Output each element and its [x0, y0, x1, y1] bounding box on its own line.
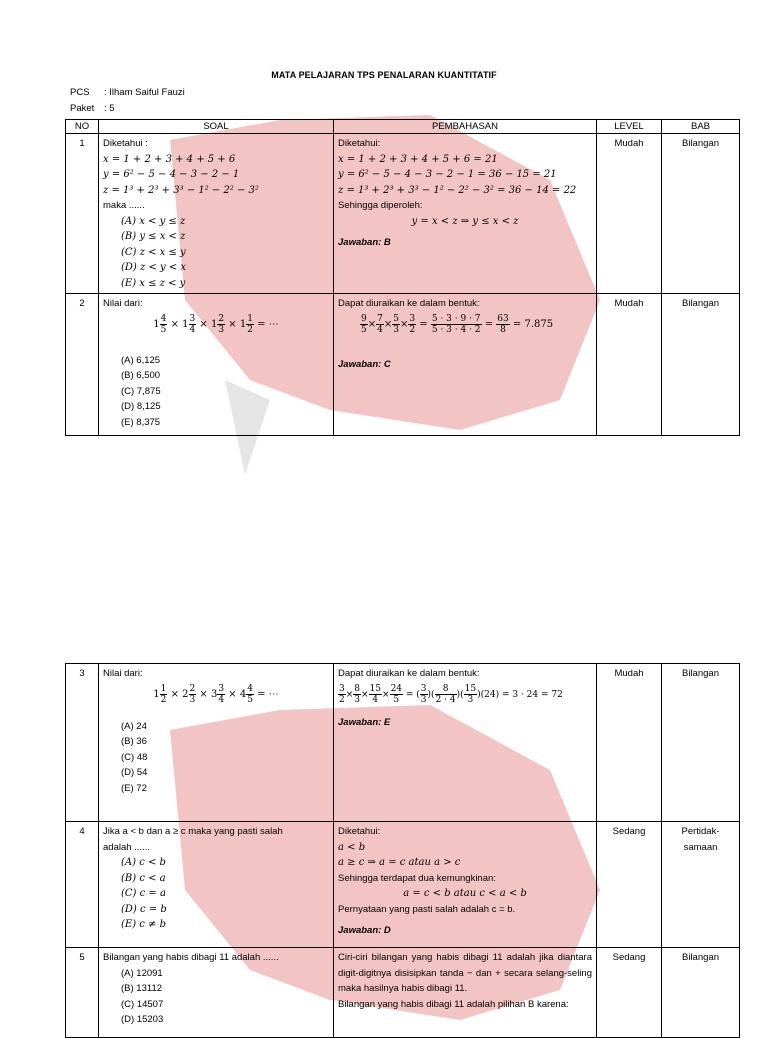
pem-result: = 7.875 — [512, 318, 554, 330]
col-no-header: NO — [66, 120, 99, 134]
option-a: (A) x < y ≤ z — [121, 215, 186, 227]
table-row — [66, 948, 740, 1038]
option-d: (D) z < y < x — [121, 262, 187, 273]
bab-cell: Bilangan — [662, 134, 740, 294]
row-number: 2 — [66, 294, 99, 436]
bab-cell: Bilangan — [662, 948, 740, 1038]
question-table-1 — [65, 119, 740, 436]
row-number: 3 — [66, 664, 99, 822]
pem-hence: Sehingga diperoleh: — [338, 200, 423, 211]
pembahasan-cell — [334, 948, 597, 1038]
soal-stem-a: Jika a < b dan a ≥ c maka yang pasti salah — [103, 826, 283, 837]
soal-maka: maka ...... — [103, 200, 145, 211]
option-a: (A) 6,125 — [121, 354, 161, 366]
pem-line-5: Pernyataan yang pasti salah adalah c = b. — [338, 903, 516, 915]
soal-y-def: y = 6² − 5 − 4 − 3 − 2 − 1 — [103, 169, 240, 180]
option-b: (B) 6,500 — [121, 370, 161, 381]
soal-intro: Nilai dari: — [103, 298, 143, 309]
option-b: (B) c < a — [121, 872, 166, 884]
soal-intro: Nilai dari: — [103, 668, 143, 679]
option-d: (D) 8,125 — [121, 401, 161, 412]
answer-label: Jawaban: E — [338, 716, 391, 728]
question-table-2 — [65, 663, 740, 1038]
pem-y: y = 6² − 5 − 4 − 3 − 2 − 1 = 36 − 15 = 21 — [338, 169, 557, 180]
pembahasan-cell — [334, 664, 597, 822]
answer-label: Jawaban: D — [338, 925, 391, 936]
option-c: (C) 48 — [121, 751, 148, 763]
col-soal-header: SOAL — [99, 120, 334, 134]
pem-z: z = 1³ + 2³ + 3³ − 1² − 2² − 3² = 36 − 14 = 22 — [338, 184, 577, 196]
pem-expression: $\frac{9}{5}$ × $\frac{7}{4}$ × $\frac{5}{3}$ × $\frac{3}{2}$ = $\frac{5 \cdot 3 \cdot 9 \cdot 7}{5 \cdot 3 \cdot 4 \cdot 2}$ = $\frac{63}{8}$ = 7.875 — [361, 313, 554, 335]
bab-cell: Pertidak-samaan — [662, 822, 740, 948]
table-row — [66, 822, 740, 948]
answer-label: Jawaban: C — [338, 358, 391, 370]
pem-line-4: a = c < b atau c < a < b — [403, 888, 527, 899]
paket-line — [70, 103, 115, 114]
pembahasan-cell — [334, 294, 597, 436]
paket-label: Paket — [70, 103, 95, 114]
pem-x: x = 1 + 2 + 3 + 4 + 5 + 6 = 21 — [338, 153, 498, 165]
option-a: (A) 12091 — [121, 967, 163, 979]
level-cell: Sedang — [597, 822, 662, 948]
option-b: (B) 13112 — [121, 983, 163, 994]
pem-line-2: a ≥ c ⇒ a = c atau a > c — [338, 857, 461, 868]
pembahasan-cell — [334, 134, 597, 294]
table-row — [66, 664, 740, 822]
option-d: (D) 54 — [121, 767, 148, 778]
level-cell: Mudah — [597, 134, 662, 294]
soal-stem: Bilangan yang habis dibagi 11 adalah ...... — [103, 952, 279, 963]
level-cell: Mudah — [597, 664, 662, 822]
soal-x-def: x = 1 + 2 + 3 + 4 + 5 + 6 — [103, 153, 236, 165]
option-e: (E) x ≤ z < y — [121, 277, 186, 289]
soal-cell — [99, 294, 334, 436]
option-c: (C) z < x ≤ y — [121, 246, 186, 258]
level-cell: Sedang — [597, 948, 662, 1038]
answer-label: Jawaban: B — [338, 237, 391, 248]
option-e: (E) 72 — [121, 782, 147, 794]
expr-tail: = ⋯ — [257, 318, 279, 330]
soal-cell — [99, 134, 334, 294]
pem-expression: $\frac{3}{2}$ × $\frac{8}{3}$ × $\frac{15}{4}$ × $\frac{24}{5}$ = ( $\frac{3}{3}$ )( $\frac{8}{2 \cdot 4}$ )( $\frac{15}{3}$ )(24) = 3 · 24 = 72 — [339, 683, 563, 705]
row-number: 5 — [66, 948, 99, 1038]
option-c: (C) 7,875 — [121, 385, 161, 397]
pem-intro: Dapat diuraikan ke dalam bentuk: — [338, 298, 480, 309]
option-a: (A) 24 — [121, 720, 147, 732]
soal-cell — [99, 664, 334, 822]
option-c: (C) 14507 — [121, 998, 164, 1010]
pem-intro: Diketahui: — [338, 138, 381, 149]
bab-cell: Bilangan — [662, 664, 740, 822]
soal-intro: Diketahui : — [103, 138, 148, 149]
pcs-label: PCS — [70, 87, 90, 98]
expr-tail: = ⋯ — [257, 688, 279, 700]
table-row — [66, 294, 740, 436]
pem-line-1: a < b — [338, 841, 366, 853]
soal-stem-b: adalah ...... — [103, 841, 151, 853]
option-b: (B) 36 — [121, 736, 147, 747]
pem-intro: Dapat diuraikan ke dalam bentuk: — [338, 668, 480, 679]
pem-line-1: Ciri-ciri bilangan yang habis dibagi 11 adalah jika diantara digit-digitnya disisipkan tanda − dan + secara selang-seling maka hasilnya habis dibagi 11. — [338, 952, 592, 994]
option-e: (E) c ≠ b — [121, 919, 167, 930]
pcs-line — [70, 87, 185, 98]
row-number: 4 — [66, 822, 99, 948]
pembahasan-cell — [334, 822, 597, 948]
table-header-row — [66, 120, 740, 134]
col-level-header: LEVEL — [597, 120, 662, 134]
soal-expression: 1 $\frac{4}{5}$ × 1 $\frac{3}{4}$ × 1 $\frac{2}{3}$ × 1 $\frac{1}{2}$ = ⋯ — [153, 313, 279, 335]
col-bab-header: BAB — [662, 120, 740, 134]
pem-line-2: Bilangan yang habis dibagi 11 adalah pilihan B karena: — [338, 998, 569, 1010]
bab-cell: Bilangan — [662, 294, 740, 436]
soal-expression: 1 $\frac{1}{2}$ × 2 $\frac{2}{3}$ × 3 $\frac{3}{4}$ × 4 $\frac{4}{5}$ = ⋯ — [153, 683, 279, 705]
option-b: (B) y ≤ x < z — [121, 231, 186, 242]
level-cell: Mudah — [597, 294, 662, 436]
row-number: 1 — [66, 134, 99, 294]
col-pembahasan-header: PEMBAHASAN — [334, 120, 597, 134]
option-e: (E) 8,375 — [121, 416, 161, 428]
pem-line-3: Sehingga terdapat dua kemungkinan: — [338, 872, 496, 884]
document-title: MATA PELAJARAN TPS PENALARAN KUANTITATIF — [271, 70, 497, 80]
soal-cell — [99, 948, 334, 1038]
option-d: (D) 15203 — [121, 1014, 164, 1025]
soal-cell — [99, 822, 334, 948]
pem-result: y = x < z ⇒ y ≤ x < z — [411, 215, 519, 227]
option-a: (A) c < b — [121, 857, 166, 868]
pem-intro: Diketahui: — [338, 826, 381, 837]
option-d: (D) c = b — [121, 903, 167, 915]
pcs-value: : Ilham Saiful Fauzi — [104, 87, 185, 98]
table-row — [66, 134, 740, 294]
paket-value: : 5 — [104, 103, 115, 114]
pem-tail: (24) = 3 · 24 = 72 — [480, 689, 563, 700]
option-c: (C) c = a — [121, 888, 166, 899]
soal-z-def: z = 1³ + 2³ + 3³ − 1² − 2² − 3² — [103, 184, 259, 196]
